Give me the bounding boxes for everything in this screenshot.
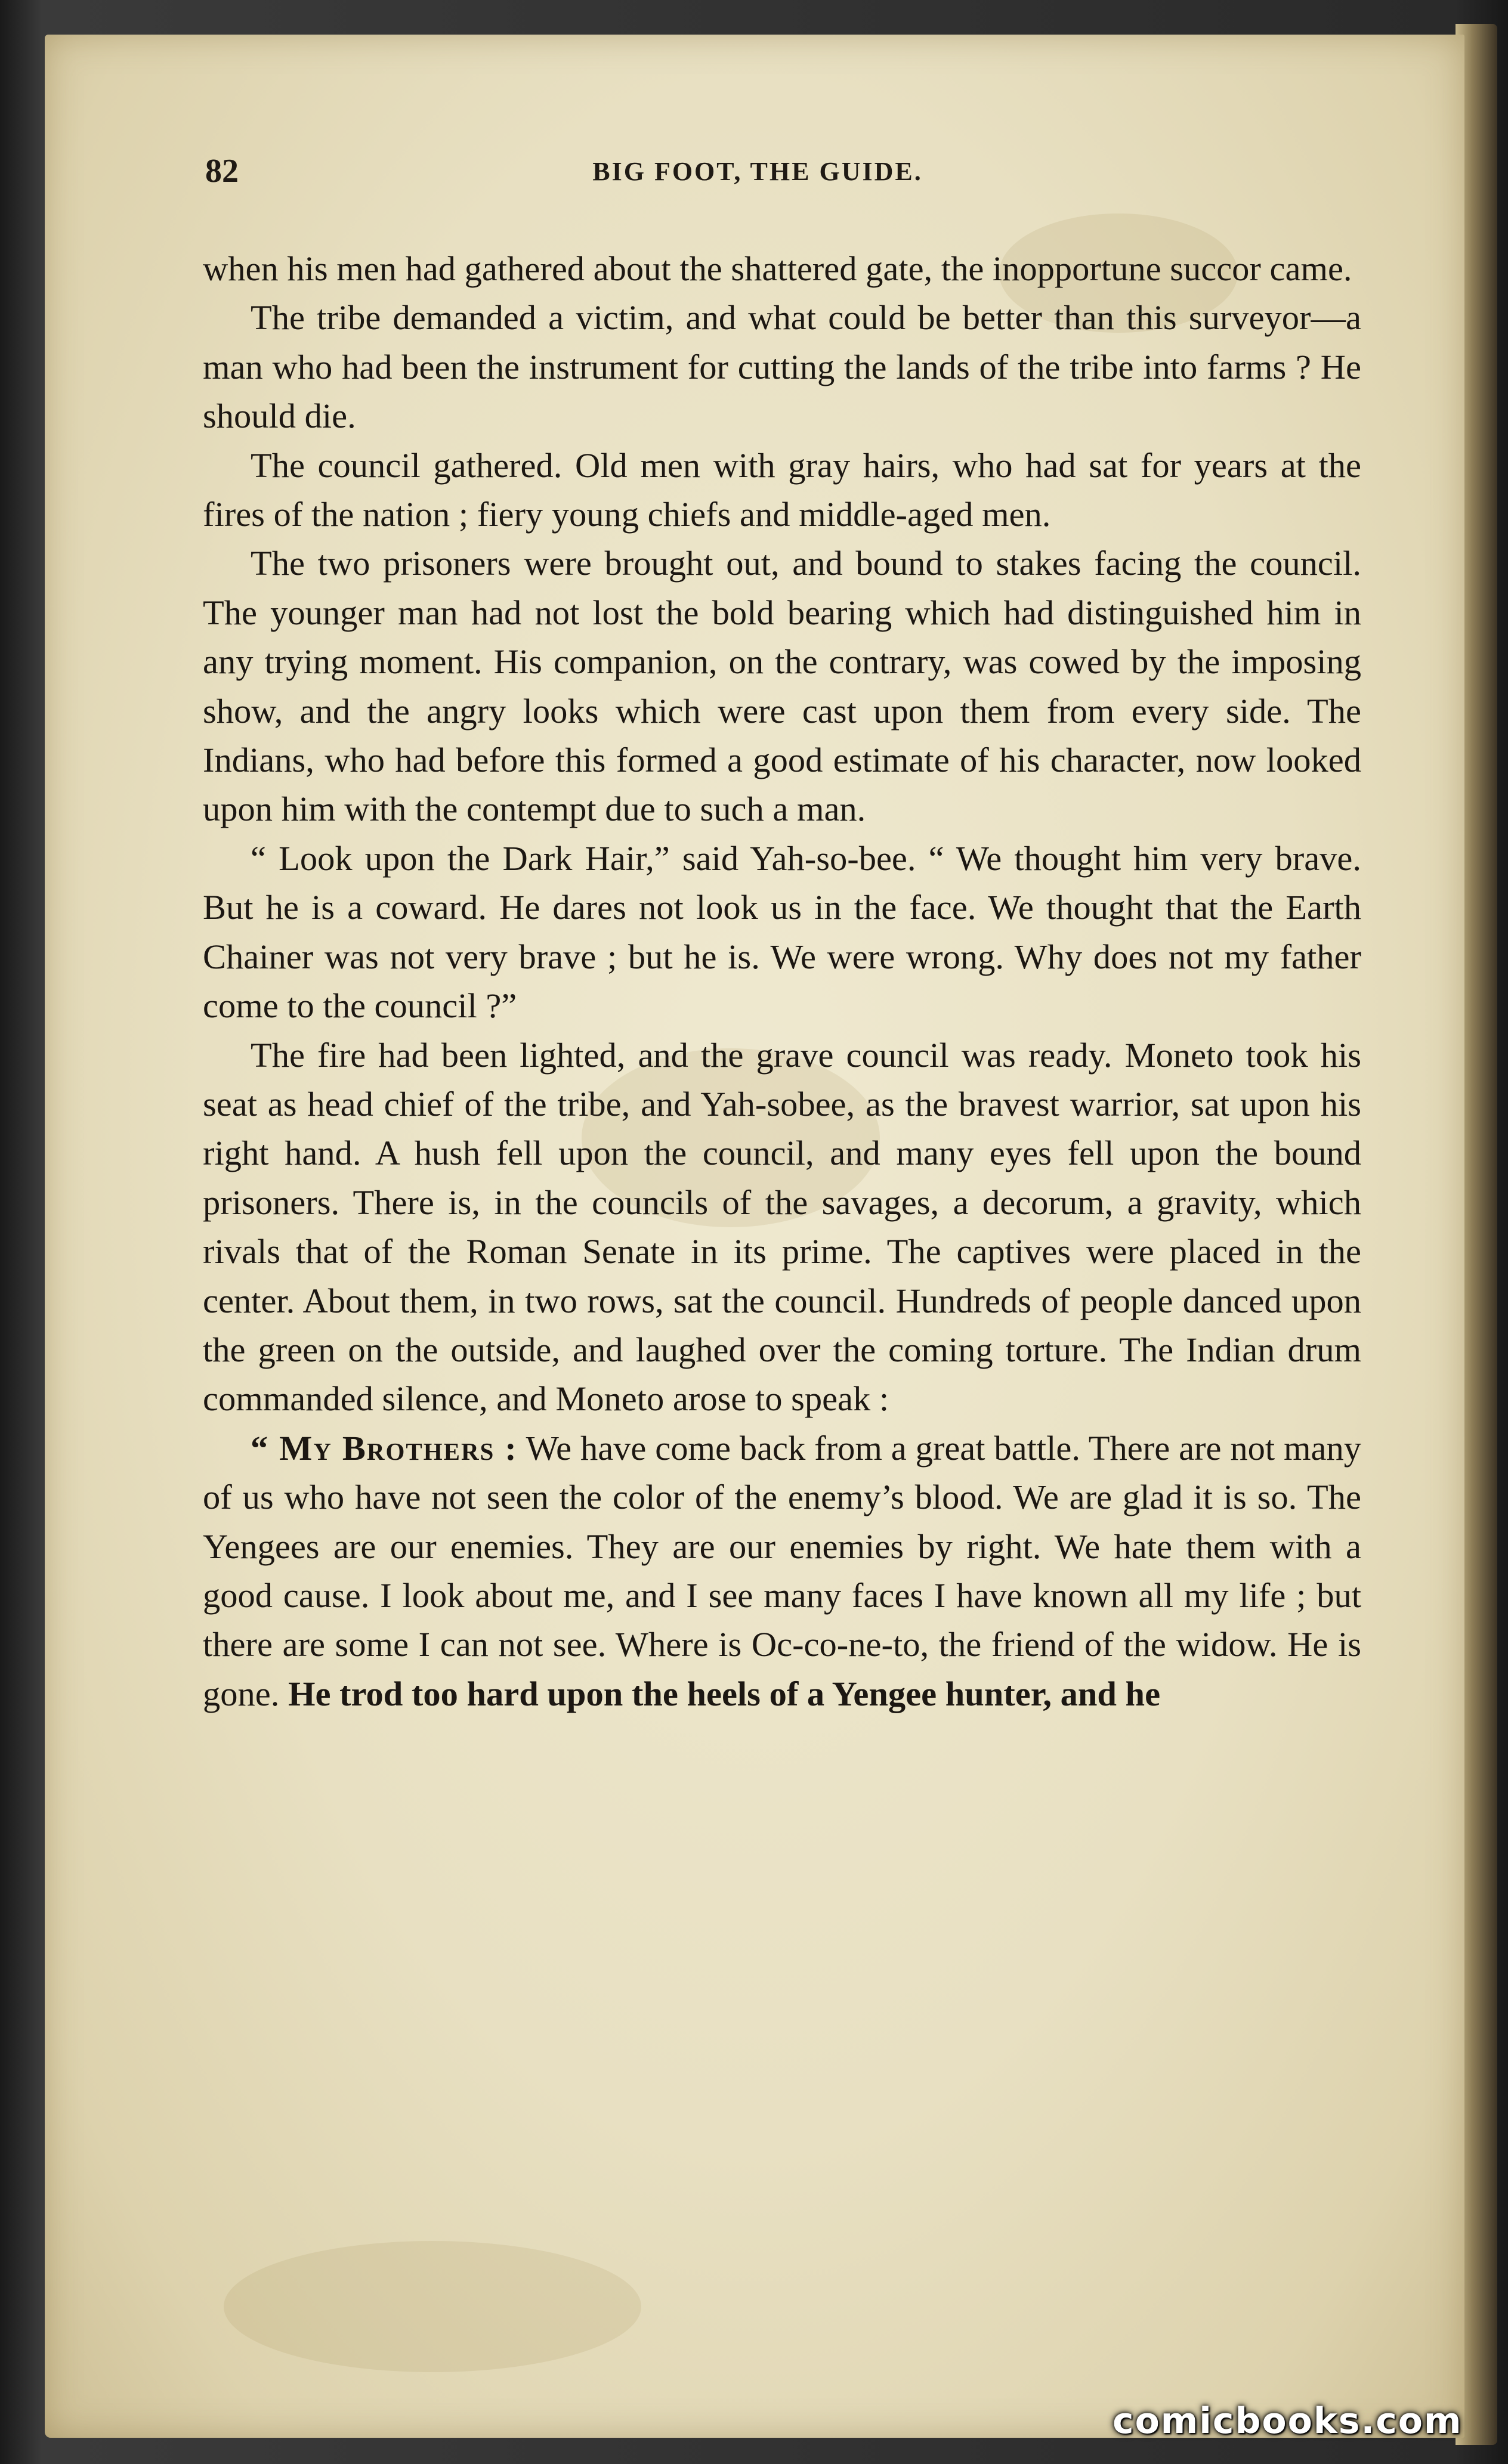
speech-salutation: “ My Brothers : [251, 1428, 518, 1468]
paragraph: The fire had been lighted, and the grave council was ready. Moneto took his seat as head chief of the tribe, and Yah-sobee, as the bravest warrior, sat upon his right hand. A hush fell upon the council, and many eyes fell upon the bound prisoners. There is, in the councils of the savages, a decorum, a gravity, which rivals that of the Roman Senate in its prime. The captives were placed in the center. About them, in two rows, sat the council. Hundreds of people danced upon the green on the outside, and laughed over the coming torture. The Indian drum commanded silence, and Moneto arose to speak : [203, 1035, 1361, 1419]
speech-text-bold: He trod too hard upon the heels of a Yengee hunter, and he [288, 1674, 1161, 1713]
paragraph: when his men had gathered about the shattered gate, the inopportune succor came. [203, 249, 1352, 288]
paragraph: The tribe demanded a victim, and what could be better than this surveyor—a man who had been the instrument for cutting the lands of the tribe into farms ? He should die. [203, 298, 1361, 436]
paper-stain [224, 2241, 641, 2372]
page-number: 82 [205, 153, 239, 190]
paragraph: The council gathered. Old men with gray hairs, who had sat for years at the fires of the nation ; fiery young chiefs and middle-aged men. [203, 445, 1361, 534]
body-text [203, 244, 1361, 1719]
paragraph: “ Look upon the Dark Hair,” said Yah-so-bee. “ We thought him very brave. But he is a coward. He dares not look us in the face. We thought that the Earth Chainer was not very brave ; but he is. We were wrong. Why does not my father come to the council ?” [203, 838, 1361, 1026]
watermark: comicbooks.com [1113, 2400, 1463, 2442]
running-head: BIG FOOT, THE GUIDE. [592, 157, 923, 186]
paragraph: The two prisoners were brought out, and bound to stakes facing the council. The younger man had not lost the bold bearing which had distinguished him in any trying moment. His companion, on the contrary, was cowed by the imposing show, and the angry looks which were cast upon them from every side. The Indians, who had before this formed a good estimate of his character, now looked upon him with the contempt due to such a man. [203, 544, 1361, 829]
paragraph-speech [203, 1424, 1361, 1719]
speech-text: We have come back from a great battle. There are not many of us who have not seen the color of the enemy’s blood. We are glad it is so. The Yengees are our enemies. They are our enemies by right. We hate them with a good cause. I look about me, and I see many faces I have known all my life ; but there are some I can not see. Where is Oc-co-ne-to, the friend of the widow. He is gone. [203, 1428, 1361, 1713]
